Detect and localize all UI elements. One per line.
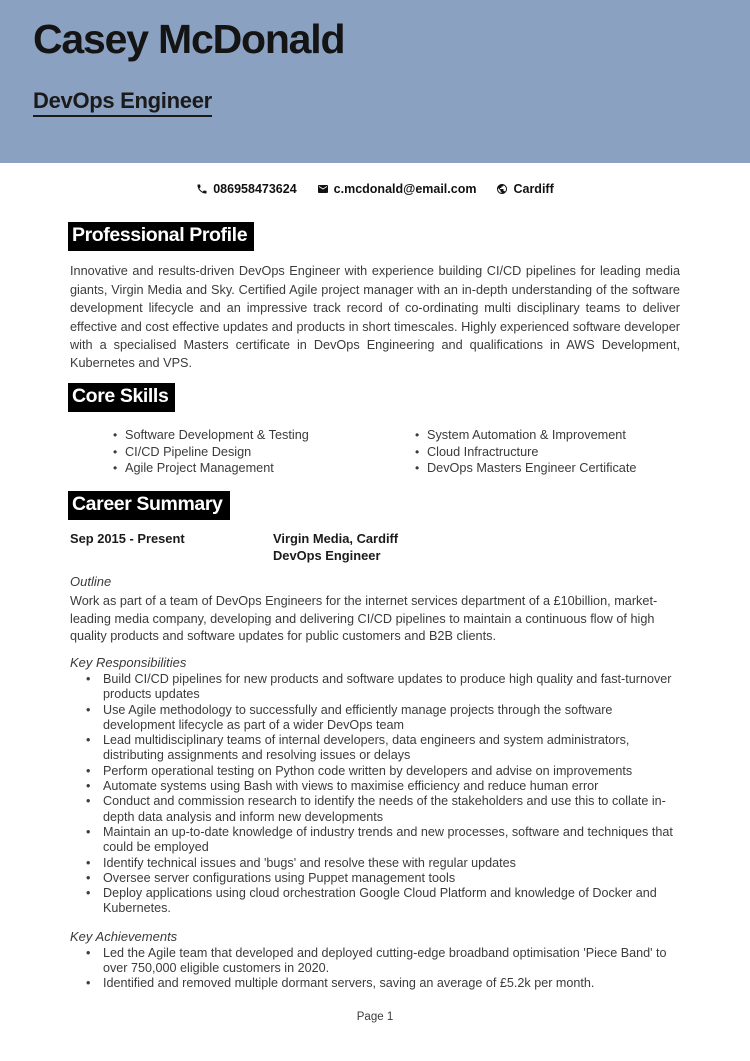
page-number: Page 1 bbox=[356, 1011, 394, 1023]
contact-bar bbox=[0, 182, 750, 196]
job-dates: Sep 2015 - Present bbox=[70, 531, 185, 547]
core-skills-left-list bbox=[70, 427, 372, 477]
responsibility-item: • Lead multidisciplinary teams of internal developers, data engineers and system administrators, distributing assignments and resolving issues or delays bbox=[86, 733, 680, 764]
name-heading: Casey McDonald bbox=[33, 16, 345, 62]
skill-item: • System Automation & Improvement bbox=[415, 427, 636, 444]
skill-item: • Software Development & Testing bbox=[113, 427, 372, 444]
responsibility-item: • Deploy applications using cloud orchestration Google Cloud Platform and knowledge of Docker and Kubernetes. bbox=[86, 886, 680, 917]
achievement-item: • Identified and removed multiple dormant servers, saving an average of £5.2k per month. bbox=[86, 976, 680, 991]
core-skills-right-column bbox=[372, 427, 636, 477]
globe-icon bbox=[496, 183, 508, 195]
content bbox=[0, 196, 750, 992]
responsibility-item: • Identify technical issues and 'bugs' and resolve these with regular updates bbox=[86, 856, 680, 871]
responsibility-item: • Perform operational testing on Python code written by developers and advise on improvements bbox=[86, 764, 680, 779]
achievements-list bbox=[70, 946, 680, 992]
job-title: DevOps Engineer bbox=[33, 88, 212, 117]
responsibility-item: • Build CI/CD pipelines for new products and software updates to produce high quality and fast-turnover products updates bbox=[86, 672, 680, 703]
profile-section-heading: Professional Profile bbox=[68, 222, 254, 251]
responsibility-item: • Oversee server configurations using Puppet management tools bbox=[86, 871, 680, 886]
envelope-icon bbox=[317, 183, 329, 195]
contact-email bbox=[317, 182, 477, 196]
outline-text: Work as part of a team of DevOps Engineers for the internet services department of a £10billion, market-leading media company, developing and delivering CI/CD pipelines to maintain a continuous flow of high quality products and software updates for public customers and B2B clients. bbox=[70, 593, 658, 644]
phone-icon bbox=[196, 183, 208, 195]
core-skills-section-heading: Core Skills bbox=[68, 383, 175, 412]
job-company: Virgin Media, Cardiff bbox=[273, 531, 399, 547]
header bbox=[0, 0, 750, 163]
core-skills-left-column bbox=[70, 427, 372, 477]
achievement-item: • Led the Agile team that developed and deployed cutting-edge broadband optimisation 'Piece Band' to over 750,000 eligible customers in 2020. bbox=[86, 946, 680, 977]
job-header bbox=[70, 531, 680, 565]
contact-email-label: c.mcdonald@email.com bbox=[333, 182, 477, 196]
career-section-heading: Career Summary bbox=[68, 491, 230, 520]
achievements-label: Key Achievements bbox=[70, 928, 178, 944]
skill-item: • Agile Project Management bbox=[113, 460, 372, 477]
responsibilities-label: Key Responsibilities bbox=[70, 654, 187, 670]
outline-label: Outline bbox=[70, 573, 112, 589]
contact-location bbox=[496, 182, 553, 196]
contact-phone-label: 086958473624 bbox=[213, 182, 297, 196]
responsibility-item: • Use Agile methodology to successfully and efficiently manage projects through the software development lifecycle as part of a wider DevOps team bbox=[86, 703, 680, 734]
contact-phone bbox=[196, 182, 296, 196]
job-company-role bbox=[273, 531, 398, 565]
skill-item: • CI/CD Pipeline Design bbox=[113, 444, 372, 461]
responsibility-item: • Maintain an up-to-date knowledge of industry trends and new processes, software and techniques that could be employed bbox=[86, 825, 680, 856]
skill-item: • Cloud Infractructure bbox=[415, 444, 636, 461]
job-role: DevOps Engineer bbox=[273, 548, 381, 564]
responsibilities-list bbox=[70, 672, 680, 917]
profile-text: Innovative and results-driven DevOps Engineer with experience building CI/CD pipelines for leading media giants, Virgin Media and Sky. Certified Agile project manager with an in-depth understanding of the software development lifecycle and an impressive track record of co-ordinating multi disciplinary teams to deliver effective and cost effective updates and products in short timescales. Highly experienced software developer with a specialised Masters certificate in DevOps Engineering and qualifications in AWS Development, Kubernetes and VPS. bbox=[70, 264, 680, 371]
skill-item: • DevOps Masters Engineer Certificate bbox=[415, 460, 636, 477]
contact-location-label: Cardiff bbox=[513, 182, 554, 196]
responsibility-item: • Conduct and commission research to identify the needs of the stakeholders and use this to collate in-depth data analysis and inform new developments bbox=[86, 794, 680, 825]
responsibility-item: • Automate systems using Bash with views to maximise efficiency and reduce human error bbox=[86, 779, 680, 794]
core-skills bbox=[70, 427, 680, 477]
core-skills-right-list bbox=[372, 427, 636, 477]
